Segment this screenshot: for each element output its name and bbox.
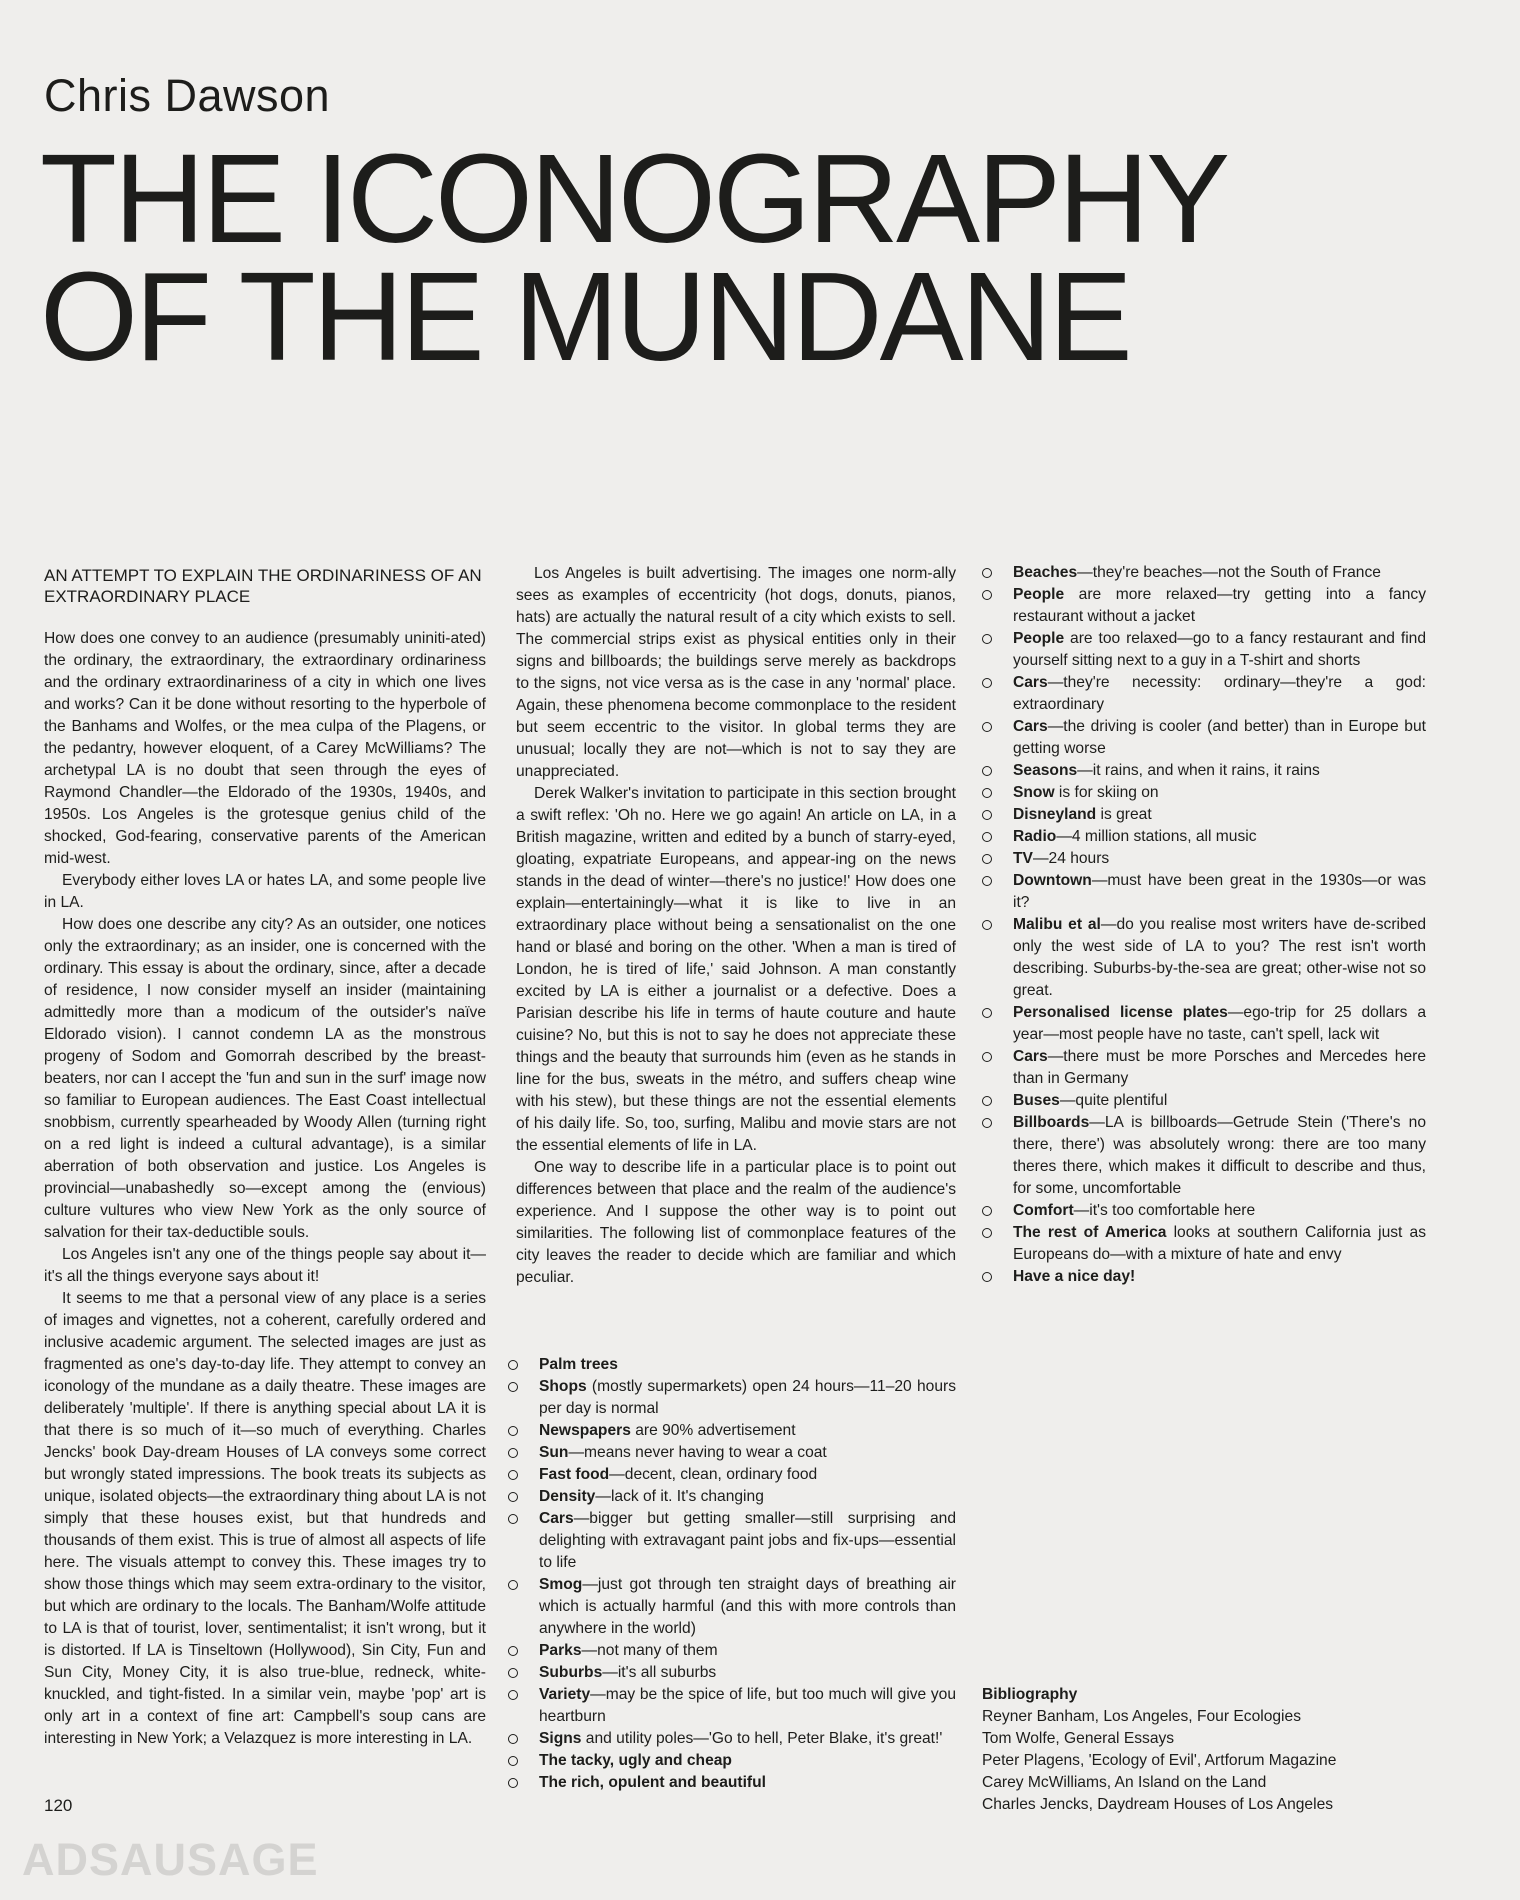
list-item bbox=[982, 1112, 1426, 1200]
list-item bbox=[508, 1354, 956, 1376]
article-title bbox=[40, 128, 1228, 387]
list-item bbox=[508, 1750, 956, 1772]
list-item-text: —they're beaches—not the South of France bbox=[1077, 564, 1381, 581]
list-item-text: —means never having to wear a coat bbox=[568, 1444, 827, 1461]
list-item-term: Radio bbox=[1013, 828, 1057, 845]
list-item bbox=[508, 1662, 956, 1684]
list-item bbox=[982, 760, 1426, 782]
list-item-term: Buses bbox=[1013, 1092, 1060, 1109]
bibliography-entry: Peter Plagens, 'Ecology of Evil', Artforum Magazine bbox=[982, 1752, 1337, 1769]
list-item-term: Smog bbox=[539, 1576, 583, 1593]
list-item-term: Fast food bbox=[539, 1466, 610, 1483]
list-item-text: —lack of it. It's changing bbox=[595, 1488, 764, 1505]
list-item-text: is great bbox=[1096, 806, 1152, 823]
essay-column-1 bbox=[44, 565, 486, 1750]
list-item-text: —must have been great in the 1930s—or was it? bbox=[1013, 872, 1426, 911]
list-item-term: Palm trees bbox=[539, 1356, 618, 1373]
author-name: Chris Dawson bbox=[44, 70, 331, 121]
bibliography-entry: Carey McWilliams, An Island on the Land bbox=[982, 1774, 1267, 1791]
list-item-term: Parks bbox=[539, 1642, 582, 1659]
list-item bbox=[508, 1684, 956, 1728]
list-item-text: —do you realise most writers have de-scribed only the west side of LA to you? The rest isn't worth describing. Suburbs-by-the-sea are great; other-wise not so great. bbox=[1013, 916, 1426, 999]
list-item bbox=[982, 782, 1426, 804]
list-item-text: —decent, clean, ordinary food bbox=[609, 1466, 818, 1483]
list-item-term: Signs bbox=[539, 1730, 582, 1747]
article-subtitle: AN ATTEMPT TO EXPLAIN THE ORDINARINESS OF AN EXTRAORDINARY PLACE bbox=[44, 566, 482, 606]
list-item-term: Snow bbox=[1013, 784, 1055, 801]
page-number: 120 bbox=[44, 1796, 73, 1815]
list-item-term: Density bbox=[539, 1488, 596, 1505]
list-item bbox=[508, 1640, 956, 1662]
list-item bbox=[982, 1266, 1426, 1288]
commonplace-list-2 bbox=[982, 562, 1426, 1288]
list-item-text: —it's too comfortable here bbox=[1073, 1202, 1256, 1219]
bibliography-entry: Tom Wolfe, General Essays bbox=[982, 1730, 1175, 1747]
list-item-term: Malibu et al bbox=[1013, 916, 1101, 933]
bibliography-heading: Bibliography bbox=[982, 1686, 1078, 1703]
essay-column-2 bbox=[516, 563, 956, 1289]
list-item-text: —24 hours bbox=[1032, 850, 1110, 867]
list-item bbox=[508, 1508, 956, 1574]
list-item-text: —bigger but getting smaller—still surprising and delighting with extravagant paint jobs and fix-ups—essential to life bbox=[539, 1510, 956, 1571]
list-item-text: —ego-trip for 25 dollars a year—most people have no taste, can't spell, lack wit bbox=[1013, 1004, 1426, 1043]
list-item bbox=[508, 1376, 956, 1420]
list-item-term: Have a nice day! bbox=[1013, 1268, 1136, 1285]
list-item bbox=[982, 628, 1426, 672]
title-line-1: THE ICONOGRAPHY bbox=[40, 128, 1228, 269]
list-item bbox=[508, 1464, 956, 1486]
list-item-term: The rich, opulent and beautiful bbox=[539, 1774, 766, 1791]
list-item-term: The tacky, ugly and cheap bbox=[539, 1752, 732, 1769]
list-item-term: Seasons bbox=[1013, 762, 1078, 779]
list-item-text: are too relaxed—go to a fancy restaurant and find yourself sitting next to a guy in a T-shirt and shorts bbox=[1013, 630, 1426, 669]
list-item-text: is for skiing on bbox=[1054, 784, 1159, 801]
bibliography bbox=[982, 1684, 1422, 1816]
list-item bbox=[982, 672, 1426, 716]
list-item-term: Downtown bbox=[1013, 872, 1092, 889]
list-item-term: Suburbs bbox=[539, 1664, 603, 1681]
list-item-term: The rest of America bbox=[1013, 1224, 1167, 1241]
paragraph: It seems to me that a personal view of any place is a series of images and vignettes, not a coherent, carefully ordered and inclusive academic argument. The selected images are just as fragmented as one's day-to-day life. They attempt to convey an iconology of the mundane as a daily theatre. These images are deliberately 'multiple'. If there is anything special about LA it is that there is so much of it—so much of everything. Charles Jencks' book Day-dream Houses of LA conveys some correct but wrongly stated impressions. The book treats its subjects as unique, isolated objects—the extraordinary thing about LA is not simply that these houses exist, but that hundreds and thousands of them exist. This is true of almost all aspects of life here. The visuals attempt to convey this. These images try to show those things which may seem extra-ordinary to the visitor, but which are ordinary to the locals. The Banham/Wolfe attitude to LA is that of tourist, lover, sentimentalist; it isn't wrong, but it is distorted. If LA is Tinseltown (Hollywood), Sin City, Fun and Sun City, Money City, it is also true-blue, redneck, white-knuckled, and tight-fisted. In a similar vein, maybe 'pop' art is only art in a context of fine art: Campbell's soup cans are interesting in New York; a Velazquez is more interesting in LA. bbox=[44, 1290, 486, 1747]
list-item bbox=[508, 1486, 956, 1508]
list-item bbox=[982, 1200, 1426, 1222]
list-item-text: are more relaxed—try getting into a fancy restaurant without a jacket bbox=[1013, 586, 1426, 625]
list-item-text: looks at southern California just as Europeans do—with a mixture of hate and envy bbox=[1013, 1224, 1427, 1263]
paragraph: Los Angeles is built advertising. The images one norm-ally sees as examples of eccentricity (hot dogs, donuts, pianos, hats) are actually the natural result of a city which exists to sell. The commercial strips exist as physical entities only in their signs and billboards; the buildings serve merely as backdrops to the signs, not vice versa as is the case in any 'normal' place. Again, these phenomena become commonplace to the resident but seem eccentric to the visitor. In global terms they are unusual; locally they are not—which is not to say they are unappreciated. bbox=[516, 565, 956, 780]
title-line-2: OF THE MUNDANE bbox=[40, 246, 1130, 387]
list-item-term: Comfort bbox=[1013, 1202, 1074, 1219]
list-item bbox=[982, 848, 1426, 870]
list-item bbox=[982, 804, 1426, 826]
list-item-text: —LA is billboards—Getrude Stein ('There's no there, there') was absolutely wrong: there are too many theres there, which makes it difficult to describe and thus, for some, uncomfortable bbox=[1013, 1114, 1426, 1197]
list-item-text: —quite plentiful bbox=[1059, 1092, 1168, 1109]
list-item-text: —the driving is cooler (and better) than in Europe but getting worse bbox=[1013, 718, 1426, 757]
list-item bbox=[508, 1772, 956, 1794]
list-item-term: TV bbox=[1013, 850, 1033, 867]
watermark: ADSAUSAGE bbox=[22, 1834, 319, 1885]
list-item-term: Disneyland bbox=[1013, 806, 1097, 823]
list-item bbox=[982, 1222, 1426, 1266]
list-item-text: are 90% advertisement bbox=[630, 1422, 796, 1439]
paragraph: Derek Walker's invitation to participate in this section brought a swift reflex: 'Oh no. Here we go again! An article on LA, in a British magazine, written and edited by a bunch of starry-eyed, gloating, expatriate Europeans, and appear-ing on the news stands in the dead of winter—there's no justice!' How does one explain—entertainingly—what it is like to live in an extraordinary place without being a sensationalist on the one hand or blasé and boring on the other. 'When a man is tired of London, he is tired of life,' said Johnson. A man constantly excited by LA is either a journalist or a defective. Does a Parisian describe his life in terms of haute couture and haute cuisine? No, but this is not to say he does not appreciate these things and the beauty that surrounds him (even as he stands in line for the bus, sweats in the métro, and suffers cheap wine with his stew), but these things are not the essential elements of his daily life. So, too, surfing, Malibu and movie stars are not the essential elements of life in LA. bbox=[516, 785, 956, 1154]
paragraph: How does one convey to an audience (presumably uniniti-ated) the ordinary, the extraordinary, the extraordinary ordinariness and the ordinary extraordinariness of a city in which one lives and works? Can it be done without resorting to the hyperbole of the Banhams and Wolfes, or the mea culpa of the Plagens, or the pedantry, however eloquent, of a Carey McWilliams? The archetypal LA is no doubt that seen through the eyes of Raymond Chandler—the Eldorado of the 1930s, 1940s, and 1950s. Los Angeles is the grotesque genius child of the shocked, God-fearing, conservative parents of the American mid-west. bbox=[44, 630, 486, 867]
list-item-term: Variety bbox=[539, 1686, 591, 1703]
list-item-text: —4 million stations, all music bbox=[1056, 828, 1257, 845]
list-item bbox=[508, 1728, 956, 1750]
list-item-text: —just got through ten straight days of breathing air which is actually harmful (and this with more controls than anywhere in the world) bbox=[539, 1576, 956, 1637]
bibliography-entry: Charles Jencks, Daydream Houses of Los Angeles bbox=[982, 1796, 1334, 1813]
list-item bbox=[982, 826, 1426, 848]
list-item-term: Billboards bbox=[1013, 1114, 1090, 1131]
paragraph: Everybody either loves LA or hates LA, and some people live in LA. bbox=[44, 872, 486, 911]
list-item-text: —not many of them bbox=[581, 1642, 718, 1659]
list-item bbox=[982, 562, 1426, 584]
list-item bbox=[982, 870, 1426, 914]
list-item-term: Cars bbox=[539, 1510, 574, 1527]
list-item-text: and utility poles—'Go to hell, Peter Blake, it's great!' bbox=[581, 1730, 943, 1747]
list-item bbox=[982, 584, 1426, 628]
list-item bbox=[508, 1442, 956, 1464]
paragraph: How does one describe any city? As an outsider, one notices only the extraordinary; as an insider, one is concerned with the ordinary. This essay is about the ordinary, since, after a decade of residence, I now consider myself an insider (maintaining admittedly more than a modicum of the outsider's naïve Eldorado vision). I cannot condemn LA as the monstrous progeny of Sodom and Gomorrah described by the breast-beaters, nor can I accept the 'fun and sun in the surf' image now so familiar to European audiences. The East Coast intellectual snobbism, currently spearheaded by Woody Allen (turning right on a red light is indeed a cultural advantage), is a similar aberration of both observation and justice. Los Angeles is provincial—unabashedly so—except among the (envious) culture vultures who view New York as the only source of salvation for their tax-deductible souls. bbox=[44, 916, 486, 1241]
list-item-text: —it's all suburbs bbox=[602, 1664, 717, 1681]
list-item-term: People bbox=[1013, 630, 1065, 647]
list-item bbox=[982, 1090, 1426, 1112]
list-item bbox=[982, 1046, 1426, 1090]
list-item-text: —it rains, and when it rains, it rains bbox=[1077, 762, 1320, 779]
list-item bbox=[508, 1574, 956, 1640]
list-item-term: Newspapers bbox=[539, 1422, 631, 1439]
list-item-term: Beaches bbox=[1013, 564, 1078, 581]
list-item-term: Shops bbox=[539, 1378, 587, 1395]
list-item bbox=[508, 1420, 956, 1442]
list-item-term: Cars bbox=[1013, 718, 1048, 735]
paragraph: One way to describe life in a particular place is to point out differences between that place and the realm of the audience's experience. And I suppose the other way is to point out similarities. The following list of commonplace features of the city leaves the reader to decide which are familiar and which peculiar. bbox=[516, 1159, 956, 1286]
list-item-term: Cars bbox=[1013, 674, 1048, 691]
commonplace-list-1 bbox=[508, 1354, 956, 1794]
list-item-term: Cars bbox=[1013, 1048, 1048, 1065]
list-item-term: Personalised license plates bbox=[1013, 1004, 1228, 1021]
list-item-text: —they're necessity: ordinary—they're a god: extraordinary bbox=[1013, 674, 1426, 713]
list-item bbox=[982, 914, 1426, 1002]
bibliography-entry: Reyner Banham, Los Angeles, Four Ecologies bbox=[982, 1708, 1301, 1725]
list-item-text: (mostly supermarkets) open 24 hours—11–20 hours per day is normal bbox=[539, 1378, 956, 1417]
list-item bbox=[982, 1002, 1426, 1046]
list-item-text: —may be the spice of life, but too much will give you heartburn bbox=[539, 1686, 956, 1725]
list-item-term: Sun bbox=[539, 1444, 569, 1461]
list-item bbox=[982, 716, 1426, 760]
list-item-text: —there must be more Porsches and Mercedes here than in Germany bbox=[1013, 1048, 1426, 1087]
list-item-term: People bbox=[1013, 586, 1065, 603]
paragraph: Los Angeles isn't any one of the things people say about it—it's all the things everyone says about it! bbox=[44, 1246, 486, 1285]
